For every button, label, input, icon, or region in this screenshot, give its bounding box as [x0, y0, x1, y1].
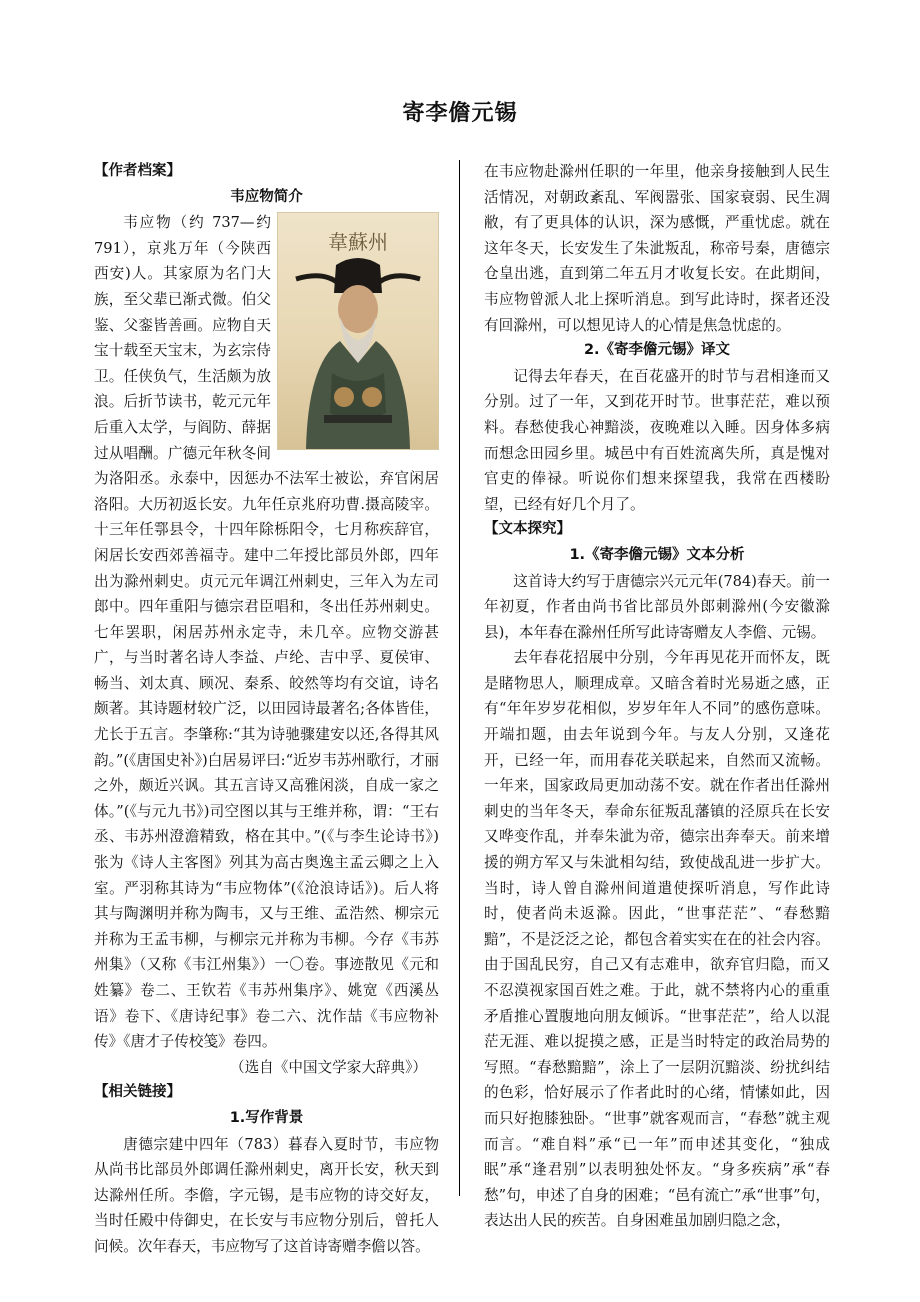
background-text-continued: 在韦应物赴滁州任职的一年里，他亲身接触到人民生活情况，对朝政紊乱、军阀嚣张、国家衰弱、民生凋敝，有了更具体的认识，深为感慨，严重忧虑。就在这年冬天，长安发生了朱泚叛乱，称帝号秦，唐德宗仓皇出逃，直到第二年五月才收复长安。在此期间，韦应物曾派人北上探听消息。到写此诗时，探者还没有回滁州，可以想见诗人的心情是焦急忧虑的。	[484, 163, 830, 334]
bio-source: （选自《中国文学家大辞典》）	[229, 1058, 427, 1076]
analysis-subheading: 1.《寄李儋元锡》文本分析	[569, 546, 745, 563]
bio-text: 韦应物（约 737—约 791），京兆万年（今陕西西安)人。其家原为名门大族，至父辈已渐式微。伯父鉴、父銮皆善画。应物自天宝十载至天宝末，为玄宗侍卫。任侠负气，生活颇为放浪。后折节读书，乾元元年后重入太学，与阎防、薛据过从唱酬。广德元年秋冬间为洛阳丞。永泰中，因惩办不法军士被讼，弃官闲居洛阳。大历初返长安。九年任京兆府功曹.摄高陵宰。十三年任鄠县令，十四年除栎阳令，七月称疾辞官，闲居长安西郊善福寺。建中二年授比部员外郎，四年出为滁州刺史。贞元元年调江州刺史，三年入为左司郎中。四年重阳与德宗君臣唱和，冬出任苏州刺史。七年罢职，闲居苏州永定寺，未几卒。应物交游甚广，与当时著名诗人李益、卢纶、吉中孚、夏侯审、畅当、刘太真、顾况、秦系、皎然等均有交谊，诗名颇著。其诗题材较广泛，以田园诗最著名;各体皆佳，尤长于五言。李肇称:“其为诗驰骤建安以还,各得其风韵。”(《唐国史补》)白居易评曰:“近岁韦苏州歌行，才丽之外，颇近兴讽。其五言诗又高雅闲淡，自成一家之体。”(《与元九书》)司空图以其与王维并称，谓：“王右丞、韦苏州澄澹精致，格在其中。”(《与李生论诗书》)张为《诗人主客图》列其为高古奥逸主孟云卿之上入室。严羽称其诗为“韦应物体”(《沧浪诗话》)。后人将其与陶渊明并称为陶韦，又与王维、孟浩然、柳宗元并称为王孟韦柳，与柳宗元并称为韦柳。今存《韦苏州集》（又称《韦江州集》）一〇卷。事迹散见《元和姓纂》卷二、王钦若《韦苏州集序》、姚宽《西溪丛语》卷下、《唐诗纪事》卷二六、沈作喆《韦应物补传》《唐才子传校笺》卷四。	[94, 214, 439, 1051]
translation-text: 记得去年春天，在百花盛开的时节与君相逢而又分别。过了一年，又到花开时节。世事茫茫，难以预料。春愁使我心神黯淡，夜晚难以入睡。因身体多病而想念田园乡里。城邑中有百姓流离失所，真是愧对官吏的俸禄。听说你们想来探望我，我常在西楼盼望，已经有好几个月了。	[484, 367, 830, 513]
translation-subheading: 2.《寄李儋元锡》译文	[583, 342, 731, 359]
portrait-image	[277, 212, 439, 450]
background-text: 唐德宗建中四年（783）暮春入夏时节，韦应物从尚书比部员外郎调任滁州刺史，离开长安，秋天到达滁州任所。李儋，字元锡，是韦应物的诗交好友，当时任殿中侍御史，在长安与韦应物分别后，曾托人问候。次年春天，韦应物写了这首诗寄赠李儋以答。	[94, 1135, 439, 1255]
section-author-heading: 【作者档案】	[94, 163, 181, 179]
author-intro-subheading: 韦应物简介	[230, 188, 303, 205]
portrait-inscription: 韋蘇州	[328, 230, 388, 255]
section-links-heading: 【相关链接】	[94, 1084, 181, 1101]
right-column	[484, 159, 830, 1234]
page-title: 寄李儋元锡	[402, 101, 518, 126]
background-subheading: 1.写作背景	[229, 1109, 304, 1126]
section-explore-heading: 【文本探究】	[484, 521, 571, 538]
portrait-figure	[278, 213, 438, 449]
analysis-paragraph-2: 去年春花招展中分别，今年再见花开而怀友，既是睹物思人，顺理成章。又暗含着时光易逝之感，正有“年年岁岁花相似，岁岁年年人不同”的感伤意味。开端扣题，由去年说到今年。与友人分别，又逢花开，已经一年，而用春花关联起来，自然而又流畅。一年来，国家政局更加动荡不安。就在作者出任滁州刺史的当年冬天，奉命东征叛乱藩镇的泾原兵在长安又哗变作乱，并奉朱泚为帝，德宗出奔奉天。前来增援的朔方军又与朱泚相勾结，致使战乱进一步扩大。当时，诗人曾自滁州间道遣使探听消息，写作此诗时，使者尚未返滁。因此，“世事茫茫”、“春愁黯黯”，不是泛泛之论，都包含着实实在在的社会内容。由于国乱民穷，自己又有志难申，欲弃官归隐，而又不忍漠视家国百姓之难。于此，就不禁将内心的重重矛盾推心置腹地向朋友倾诉。“世事茫茫”，给人以混茫无涯、难以捉摸之感，正是当时特定的政治局势的写照。“春愁黯黯”，涂上了一层阴沉黯淡、纷扰纠结的色彩，恰好展示了作者此时的心绪，情愫如此，因而只好抱膝独卧。“世事”就客观而言，“春愁”就主观而言。“难自料”承“已一年”而申述其变化，“独成眠”承“逢君别”以表明独处怀友。“身多疾病”承“春愁”句，申述了自身的困难；“邑有流亡”承“世事”句，表达出人民的疾苦。自身困难虽加剧归隐之念，	[484, 649, 830, 1230]
analysis-paragraph-1: 这首诗大约写于唐德宗兴元元年(784)春天。前一年初夏，作者由尚书省比部员外郎刺滁州(今安徽滁县)，本年春在滁州任所写此诗寄赠友人李儋、元锡。	[484, 572, 830, 641]
column-divider	[459, 160, 460, 1196]
left-column	[94, 159, 439, 1260]
